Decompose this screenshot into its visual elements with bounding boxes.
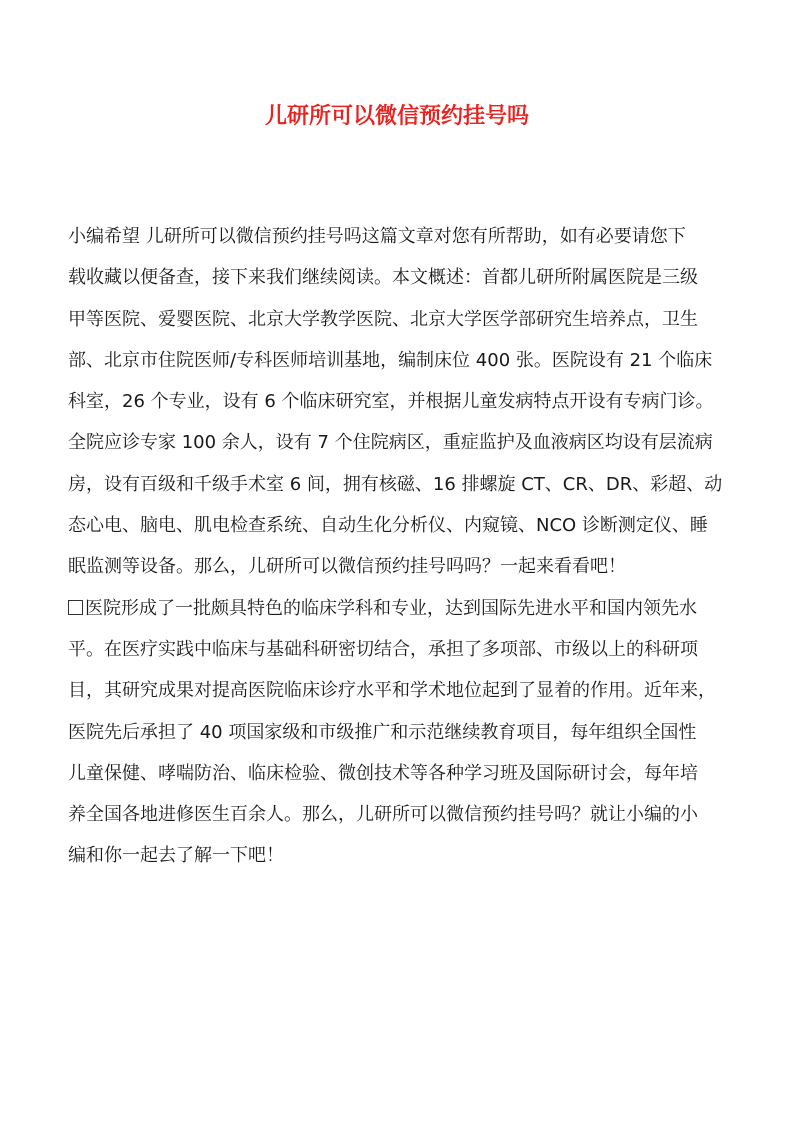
paragraph-1-line: 甲等医院、爱婴医院、北京大学教学医院、北京大学医学部研究生培养点，卫生	[68, 308, 698, 330]
paragraph-2-line: 平。在医疗实践中临床与基础科研密切结合，承担了多项部、市级以上的科研项	[68, 638, 698, 660]
paragraph-1-line: 科室，26 个专业，设有 6 个临床研究室，并根据儿童发病特点开设有专病门诊。	[68, 391, 714, 413]
paragraph-1-line: 眠监测等设备。那么，儿研所可以微信预约挂号吗吗？一起来看看吧！	[68, 556, 626, 578]
paragraph-1-line: 态心电、脑电、肌电检查系统、自动生化分析仪、内窥镜、NCO 诊断测定仪、睡	[68, 515, 708, 537]
paragraph-2-line: 儿童保健、哮喘防治、临床检验、微创技术等各种学习班及国际研讨会，每年培	[68, 762, 698, 784]
document-title: 儿研所可以微信预约挂号吗	[264, 104, 529, 129]
paragraph-1-line: 房，设有百级和千级手术室 6 间，拥有核磁、16 排螺旋 CT、CR、DR、彩超、动	[68, 473, 723, 495]
missing-glyph-box-icon	[68, 600, 83, 615]
paragraph-2-line-text: 医院形成了一批颇具特色的临床学科和专业，达到国际先进水平和国内领先水	[85, 597, 697, 619]
paragraph-1-line: 部、北京市住院医师/专科医师培训基地，编制床位 400 张。医院设有 21 个临床	[68, 349, 713, 371]
paragraph-2-first-line	[68, 588, 730, 629]
document-body	[68, 216, 730, 877]
paragraph-1-line: 载收藏以便备查，接下来我们继续阅读。本文概述：首都儿研所附属医院是三级	[68, 267, 698, 289]
paragraph-1-line: 小编希望 儿研所可以微信预约挂号吗这篇文章对您有所帮助，如有必要请您下	[68, 226, 686, 247]
paragraph-2-line: 医院先后承担了 40 项国家级和市级推广和示范继续教育项目，每年组织全国性	[68, 721, 697, 743]
paragraph-1-line: 全院应诊专家 100 余人，设有 7 个住院病区，重症监护及血液病区均设有层流病	[68, 432, 713, 454]
paragraph-2-line: 编和你一起去了解一下吧！	[68, 845, 284, 867]
paragraph-2-line: 养全国各地进修医生百余人。那么，儿研所可以微信预约挂号吗？就让小编的小	[68, 804, 698, 826]
paragraph-2-line: 目，其研究成果对提高医院临床诊疗水平和学术地位起到了显着的作用。近年来，	[68, 680, 716, 702]
